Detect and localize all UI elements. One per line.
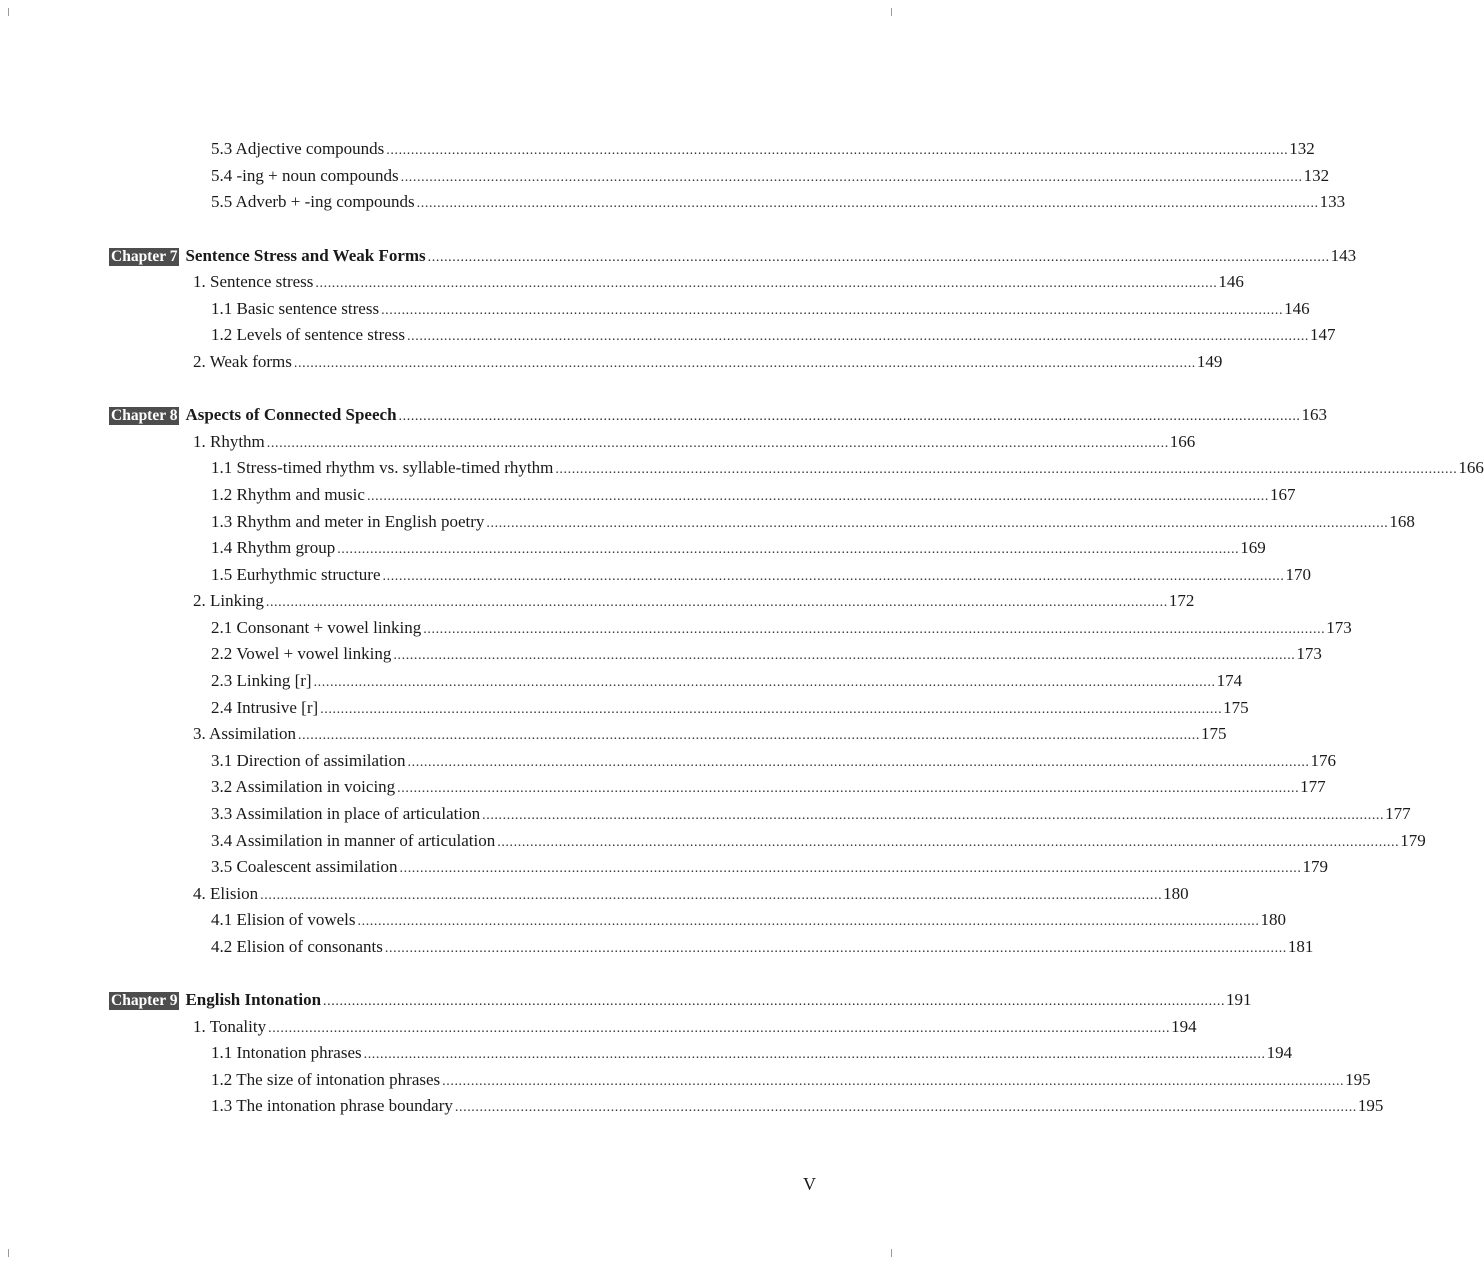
- entry-title: 2.4 Intrusive [r]: [211, 698, 319, 717]
- toc-subsection-entry[interactable]: [211, 855, 1328, 879]
- dot-leader: ............................................................................................................................................................................................................................: [357, 914, 1260, 929]
- crop-mark-bottom-right: [891, 1249, 900, 1257]
- dot-leader: ............................................................................................................................................................................................................................: [315, 276, 1218, 291]
- entry-title: 2.1 Consonant + vowel linking: [211, 618, 422, 637]
- dot-leader: ............................................................................................................................................................................................................................: [384, 941, 1287, 956]
- dot-leader: ............................................................................................................................................................................................................................: [486, 516, 1389, 531]
- toc-subsection-entry[interactable]: [211, 164, 1330, 188]
- dot-leader: ............................................................................................................................................................................................................................: [297, 728, 1200, 743]
- entry-page-number: 168: [1389, 512, 1415, 531]
- entry-page-number: 177: [1300, 777, 1326, 796]
- dot-leader: ............................................................................................................................................................................................................................: [442, 1074, 1345, 1089]
- entry-title: 1. Sentence stress: [193, 272, 314, 291]
- entry-page-number: 146: [1284, 299, 1310, 318]
- entry-page-number: 173: [1296, 644, 1322, 663]
- dot-leader: ............................................................................................................................................................................................................................: [423, 622, 1326, 637]
- toc-chapter-entry[interactable]: [109, 403, 1328, 427]
- toc-subsection-entry[interactable]: [211, 536, 1266, 560]
- entry-title: 1.1 Basic sentence stress: [211, 299, 380, 318]
- toc-subsection-entry[interactable]: [211, 802, 1411, 826]
- entry-title: 3.5 Coalescent assimilation: [211, 857, 398, 876]
- entry-page-number: 181: [1287, 937, 1314, 956]
- entry-title: 1.3 The intonation phrase boundary: [211, 1096, 453, 1115]
- entry-title: 3.2 Assimilation in voicing: [211, 777, 396, 796]
- entry-title: 3.1 Direction of assimilation: [211, 751, 406, 770]
- dot-leader: ............................................................................................................................................................................................................................: [320, 702, 1223, 717]
- toc-section-entry[interactable]: [193, 350, 1223, 374]
- dot-leader: ............................................................................................................................................................................................................................: [293, 356, 1196, 371]
- entry-title: 1.1 Intonation phrases: [211, 1043, 362, 1062]
- page-number: V: [803, 1174, 816, 1194]
- toc-subsection-entry[interactable]: [211, 935, 1314, 959]
- dot-leader: ............................................................................................................................................................................................................................: [427, 250, 1330, 265]
- entry-title: 1.4 Rhythm group: [211, 538, 336, 557]
- toc-subsection-entry[interactable]: [211, 297, 1310, 321]
- entry-title: 1.5 Eurhythmic structure: [211, 565, 381, 584]
- toc-subsection-entry[interactable]: [211, 137, 1315, 161]
- dot-leader: ............................................................................................................................................................................................................................: [400, 170, 1303, 185]
- crop-mark-top-right: [891, 8, 900, 16]
- entry-page-number: 177: [1385, 804, 1411, 823]
- entry-title: 2.3 Linking [r]: [211, 671, 312, 690]
- dot-leader: ............................................................................................................................................................................................................................: [313, 675, 1216, 690]
- toc-subsection-entry[interactable]: [211, 669, 1243, 693]
- entry-page-number: 173: [1326, 618, 1352, 637]
- chapter-label: Chapter 7: [111, 248, 178, 265]
- entry-page-number: 191: [1226, 990, 1252, 1009]
- entry-page-number: 132: [1303, 166, 1330, 185]
- toc-subsection-entry[interactable]: [211, 323, 1336, 347]
- entry-page-number: 170: [1285, 565, 1311, 584]
- chapter-title: Sentence Stress and Weak Forms: [185, 246, 426, 265]
- dot-leader: ............................................................................................................................................................................................................................: [382, 569, 1285, 584]
- entry-page-number: 149: [1196, 352, 1223, 371]
- entry-title: 5.5 Adverb + -ing compounds: [211, 192, 415, 211]
- entry-title: 1.3 Rhythm and meter in English poetry: [211, 512, 485, 531]
- entry-page-number: 169: [1240, 538, 1266, 557]
- toc-section-entry[interactable]: [193, 589, 1195, 613]
- toc-chapter-entry[interactable]: [109, 988, 1252, 1012]
- toc-subsection-entry[interactable]: [211, 510, 1415, 534]
- toc-subsection-entry[interactable]: [211, 749, 1337, 773]
- dot-leader: ............................................................................................................................................................................................................................: [268, 1021, 1171, 1036]
- dot-leader: ............................................................................................................................................................................................................................: [407, 755, 1310, 770]
- toc-subsection-entry[interactable]: [211, 775, 1326, 799]
- entry-page-number: 146: [1218, 272, 1244, 291]
- chapter-label: Chapter 8: [111, 407, 178, 424]
- entry-title: 2.2 Vowel + vowel linking: [211, 644, 392, 663]
- toc-chapter-entry[interactable]: [109, 244, 1357, 268]
- toc-subsection-entry[interactable]: [211, 456, 1484, 480]
- toc-subsection-entry[interactable]: [211, 908, 1286, 932]
- entry-page-number: 175: [1223, 698, 1249, 717]
- entry-page-number: 194: [1171, 1017, 1197, 1036]
- toc-section-entry[interactable]: [193, 270, 1244, 294]
- entry-title: 1.2 Rhythm and music: [211, 485, 365, 504]
- entry-title: 3.4 Assimilation in manner of articulation: [211, 831, 496, 850]
- toc-section-entry[interactable]: [193, 722, 1227, 746]
- entry-title: 1. Rhythm: [193, 432, 265, 451]
- entry-title: 1.1 Stress-timed rhythm vs. syllable-timed rhythm: [211, 458, 554, 477]
- dot-leader: ............................................................................................................................................................................................................................: [454, 1100, 1357, 1115]
- entry-page-number: 180: [1163, 884, 1189, 903]
- toc-subsection-entry[interactable]: [211, 1041, 1293, 1065]
- entry-title: 1.2 Levels of sentence stress: [211, 325, 406, 344]
- chapter-title: English Intonation: [185, 990, 322, 1009]
- entry-title: 5.4 -ing + noun compounds: [211, 166, 399, 185]
- entry-title: 4.1 Elision of vowels: [211, 910, 356, 929]
- entry-title: 5.3 Adjective compounds: [211, 139, 385, 158]
- crop-mark-top-left: [0, 8, 9, 16]
- dot-leader: ............................................................................................................................................................................................................................: [363, 1047, 1266, 1062]
- entry-page-number: 143: [1330, 246, 1357, 265]
- dot-leader: ............................................................................................................................................................................................................................: [323, 994, 1226, 1009]
- toc-subsection-entry[interactable]: [211, 483, 1296, 507]
- entry-page-number: 166: [1458, 458, 1484, 477]
- entry-title: 3. Assimilation: [193, 724, 296, 743]
- entry-title: 2. Linking: [193, 591, 264, 610]
- dot-leader: ............................................................................................................................................................................................................................: [398, 409, 1301, 424]
- dot-leader: ............................................................................................................................................................................................................................: [497, 835, 1400, 850]
- entry-page-number: 179: [1302, 857, 1328, 876]
- entry-page-number: 147: [1310, 325, 1336, 344]
- dot-leader: ............................................................................................................................................................................................................................: [337, 542, 1240, 557]
- dot-leader: ............................................................................................................................................................................................................................: [555, 462, 1458, 477]
- dot-leader: ............................................................................................................................................................................................................................: [399, 861, 1302, 876]
- entry-title: 1. Tonality: [193, 1017, 267, 1036]
- dot-leader: ............................................................................................................................................................................................................................: [381, 303, 1284, 318]
- dot-leader: ............................................................................................................................................................................................................................: [386, 143, 1289, 158]
- dot-leader: ............................................................................................................................................................................................................................: [482, 808, 1385, 823]
- entry-page-number: 132: [1289, 139, 1315, 158]
- dot-leader: ............................................................................................................................................................................................................................: [260, 888, 1163, 903]
- dot-leader: ............................................................................................................................................................................................................................: [265, 595, 1168, 610]
- dot-leader: ............................................................................................................................................................................................................................: [266, 436, 1169, 451]
- entry-page-number: 166: [1169, 432, 1196, 451]
- toc-subsection-entry[interactable]: [211, 1068, 1371, 1092]
- entry-page-number: 180: [1260, 910, 1286, 929]
- entry-title: 3.3 Assimilation in place of articulation: [211, 804, 481, 823]
- entry-title: 1.2 The size of intonation phrases: [211, 1070, 441, 1089]
- entry-title: 4. Elision: [193, 884, 259, 903]
- entry-page-number: 176: [1310, 751, 1337, 770]
- toc-section-entry[interactable]: [193, 882, 1189, 906]
- entry-page-number: 174: [1216, 671, 1243, 690]
- crop-mark-bottom-left: [0, 1249, 9, 1257]
- entry-page-number: 133: [1319, 192, 1346, 211]
- toc-section-entry[interactable]: [193, 1015, 1197, 1039]
- toc-subsection-entry[interactable]: [211, 1094, 1384, 1118]
- dot-leader: ............................................................................................................................................................................................................................: [416, 196, 1319, 211]
- entry-page-number: 172: [1168, 591, 1195, 610]
- entry-page-number: 195: [1345, 1070, 1371, 1089]
- entry-page-number: 194: [1266, 1043, 1293, 1062]
- toc-subsection-entry[interactable]: [211, 642, 1322, 666]
- dot-leader: ............................................................................................................................................................................................................................: [393, 648, 1296, 663]
- dot-leader: ............................................................................................................................................................................................................................: [407, 329, 1310, 344]
- dot-leader: ............................................................................................................................................................................................................................: [397, 781, 1300, 796]
- dot-leader: ............................................................................................................................................................................................................................: [366, 489, 1269, 504]
- toc-subsection-entry[interactable]: [211, 563, 1311, 587]
- toc-subsection-entry[interactable]: [211, 696, 1249, 720]
- chapter-label: Chapter 9: [111, 992, 178, 1009]
- entry-title: 4.2 Elision of consonants: [211, 937, 383, 956]
- toc-subsection-entry[interactable]: [211, 829, 1426, 853]
- entry-page-number: 195: [1357, 1096, 1384, 1115]
- entry-page-number: 167: [1269, 485, 1296, 504]
- toc-subsection-entry[interactable]: [211, 616, 1352, 640]
- entry-page-number: 163: [1301, 405, 1328, 424]
- chapter-title: Aspects of Connected Speech: [185, 405, 397, 424]
- entry-page-number: 175: [1200, 724, 1227, 743]
- entry-page-number: 179: [1400, 831, 1426, 850]
- entry-title: 2. Weak forms: [193, 352, 292, 371]
- toc-section-entry[interactable]: [193, 430, 1196, 454]
- toc-subsection-entry[interactable]: [211, 190, 1346, 214]
